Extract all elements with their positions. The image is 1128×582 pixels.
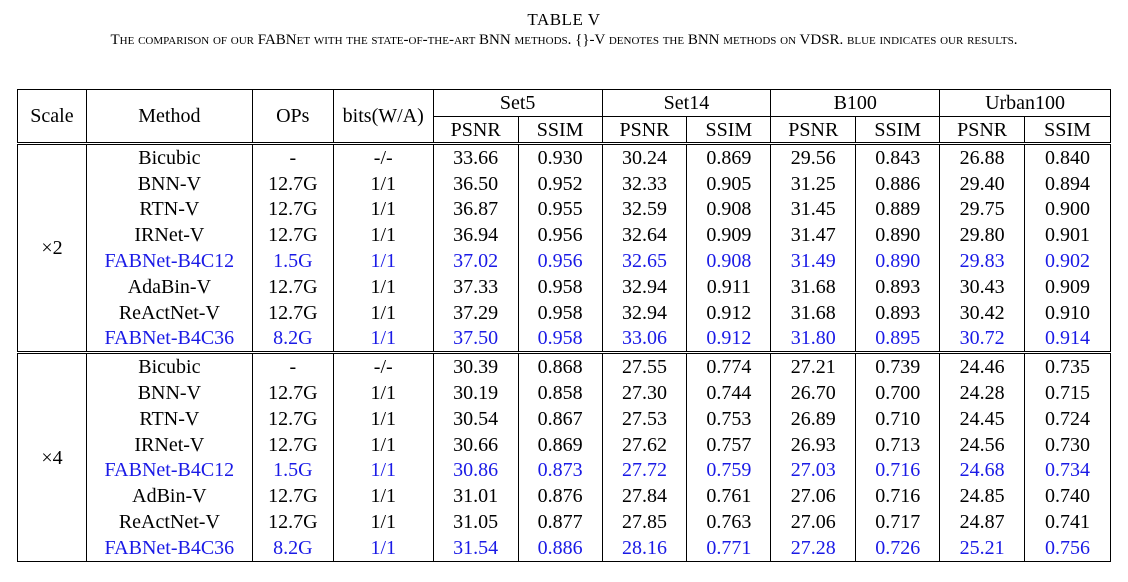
ops-cell: 12.7G — [252, 406, 333, 432]
psnr-cell: 31.25 — [771, 171, 856, 197]
method-cell: AdaBin-V — [86, 274, 252, 300]
psnr-cell: 30.39 — [433, 353, 518, 380]
psnr-cell: 24.56 — [940, 432, 1025, 458]
ssim-cell: 0.930 — [518, 144, 602, 171]
table-row — [18, 432, 1111, 458]
ops-cell: 12.7G — [252, 380, 333, 406]
ops-cell: 12.7G — [252, 222, 333, 248]
psnr-cell: 32.33 — [602, 171, 687, 197]
ops-cell: 12.7G — [252, 197, 333, 223]
ssim-cell: 0.710 — [856, 406, 940, 432]
psnr-cell: 29.75 — [940, 197, 1025, 223]
psnr-cell: 30.19 — [433, 380, 518, 406]
ssim-cell: 0.756 — [1025, 535, 1111, 561]
table-row — [18, 222, 1111, 248]
table-row — [18, 248, 1111, 274]
psnr-cell: 31.49 — [771, 248, 856, 274]
ssim-cell: 0.735 — [1025, 353, 1111, 380]
psnr-cell: 30.54 — [433, 406, 518, 432]
results-table — [17, 89, 1111, 562]
bits-cell: 1/1 — [333, 197, 433, 223]
psnr-cell: 27.21 — [771, 353, 856, 380]
bits-cell: 1/1 — [333, 458, 433, 484]
table-row — [18, 274, 1111, 300]
psnr-cell: 29.80 — [940, 222, 1025, 248]
ops-cell: 12.7G — [252, 171, 333, 197]
ops-cell: - — [252, 353, 333, 380]
psnr-cell: 37.02 — [433, 248, 518, 274]
ssim-cell: 0.952 — [518, 171, 602, 197]
psnr-cell: 24.85 — [940, 483, 1025, 509]
bits-cell: 1/1 — [333, 222, 433, 248]
method-cell: IRNet-V — [86, 432, 252, 458]
ssim-cell: 0.716 — [856, 483, 940, 509]
psnr-cell: 30.72 — [940, 326, 1025, 353]
ssim-cell: 0.868 — [518, 353, 602, 380]
col-metric: PSNR — [602, 117, 687, 144]
method-cell: FABNet-B4C12 — [86, 458, 252, 484]
psnr-cell: 24.28 — [940, 380, 1025, 406]
psnr-cell: 27.03 — [771, 458, 856, 484]
ssim-cell: 0.901 — [1025, 222, 1111, 248]
col-dataset: Urban100 — [940, 90, 1111, 117]
ssim-cell: 0.956 — [518, 222, 602, 248]
ssim-cell: 0.753 — [687, 406, 771, 432]
method-cell: FABNet-B4C36 — [86, 326, 252, 353]
table-row — [18, 300, 1111, 326]
psnr-cell: 33.06 — [602, 326, 687, 353]
bits-cell: 1/1 — [333, 248, 433, 274]
ssim-cell: 0.713 — [856, 432, 940, 458]
ssim-cell: 0.893 — [856, 300, 940, 326]
scale-cell: ×2 — [18, 144, 87, 353]
method-cell: AdBin-V — [86, 483, 252, 509]
bits-cell: 1/1 — [333, 535, 433, 561]
psnr-cell: 26.88 — [940, 144, 1025, 171]
ssim-cell: 0.955 — [518, 197, 602, 223]
method-cell: Bicubic — [86, 144, 252, 171]
psnr-cell: 31.54 — [433, 535, 518, 561]
psnr-cell: 29.40 — [940, 171, 1025, 197]
ssim-cell: 0.886 — [518, 535, 602, 561]
ssim-cell: 0.910 — [1025, 300, 1111, 326]
psnr-cell: 32.94 — [602, 274, 687, 300]
ssim-cell: 0.890 — [856, 222, 940, 248]
psnr-cell: 29.56 — [771, 144, 856, 171]
ops-cell: 12.7G — [252, 483, 333, 509]
ssim-cell: 0.744 — [687, 380, 771, 406]
ssim-cell: 0.730 — [1025, 432, 1111, 458]
table-row — [18, 406, 1111, 432]
psnr-cell: 27.55 — [602, 353, 687, 380]
bits-cell: 1/1 — [333, 432, 433, 458]
psnr-cell: 27.72 — [602, 458, 687, 484]
ssim-cell: 0.759 — [687, 458, 771, 484]
method-cell: FABNet-B4C36 — [86, 535, 252, 561]
method-cell: ReActNet-V — [86, 509, 252, 535]
psnr-cell: 31.45 — [771, 197, 856, 223]
ssim-cell: 0.958 — [518, 274, 602, 300]
method-cell: ReActNet-V — [86, 300, 252, 326]
col-dataset: Set14 — [602, 90, 771, 117]
method-cell: BNN-V — [86, 171, 252, 197]
psnr-cell: 30.66 — [433, 432, 518, 458]
psnr-cell: 26.70 — [771, 380, 856, 406]
psnr-cell: 27.28 — [771, 535, 856, 561]
col-metric: PSNR — [433, 117, 518, 144]
table-row — [18, 483, 1111, 509]
table-caption-text: The comparison of our FABNet with the state-of-the-art BNN methods. {}-V denotes the BNN methods on VDSR. blue indicates our results. — [110, 32, 1018, 48]
ssim-cell: 0.895 — [856, 326, 940, 353]
table-row — [18, 380, 1111, 406]
col-metric: SSIM — [856, 117, 940, 144]
psnr-cell: 27.62 — [602, 432, 687, 458]
ssim-cell: 0.889 — [856, 197, 940, 223]
table-label: TABLE V — [527, 10, 601, 29]
col-ops: OPs — [252, 90, 333, 144]
ops-cell: 8.2G — [252, 535, 333, 561]
ssim-cell: 0.717 — [856, 509, 940, 535]
ssim-cell: 0.958 — [518, 326, 602, 353]
ssim-cell: 0.900 — [1025, 197, 1111, 223]
psnr-cell: 36.50 — [433, 171, 518, 197]
psnr-cell: 31.47 — [771, 222, 856, 248]
table-row — [18, 144, 1111, 171]
psnr-cell: 33.66 — [433, 144, 518, 171]
ssim-cell: 0.909 — [687, 222, 771, 248]
psnr-cell: 32.64 — [602, 222, 687, 248]
ssim-cell: 0.908 — [687, 248, 771, 274]
table-header — [18, 90, 1111, 144]
psnr-cell: 30.42 — [940, 300, 1025, 326]
method-cell: BNN-V — [86, 380, 252, 406]
psnr-cell: 31.80 — [771, 326, 856, 353]
table-row — [18, 509, 1111, 535]
table-row — [18, 197, 1111, 223]
ssim-cell: 0.771 — [687, 535, 771, 561]
table-caption — [0, 10, 1128, 50]
ssim-cell: 0.761 — [687, 483, 771, 509]
bits-cell: 1/1 — [333, 483, 433, 509]
psnr-cell: 30.86 — [433, 458, 518, 484]
psnr-cell: 37.50 — [433, 326, 518, 353]
table-body — [18, 144, 1111, 562]
ssim-cell: 0.740 — [1025, 483, 1111, 509]
ssim-cell: 0.909 — [1025, 274, 1111, 300]
psnr-cell: 26.93 — [771, 432, 856, 458]
ssim-cell: 0.739 — [856, 353, 940, 380]
col-metric: SSIM — [1025, 117, 1111, 144]
ssim-cell: 0.912 — [687, 326, 771, 353]
ssim-cell: 0.867 — [518, 406, 602, 432]
ssim-cell: 0.894 — [1025, 171, 1111, 197]
table-row — [18, 458, 1111, 484]
psnr-cell: 36.94 — [433, 222, 518, 248]
ssim-cell: 0.893 — [856, 274, 940, 300]
method-cell: FABNet-B4C12 — [86, 248, 252, 274]
ops-cell: 8.2G — [252, 326, 333, 353]
bits-cell: -/- — [333, 353, 433, 380]
psnr-cell: 27.84 — [602, 483, 687, 509]
ssim-cell: 0.726 — [856, 535, 940, 561]
ssim-cell: 0.877 — [518, 509, 602, 535]
ops-cell: - — [252, 144, 333, 171]
psnr-cell: 31.01 — [433, 483, 518, 509]
col-bits: bits(W/A) — [333, 90, 433, 144]
ops-cell: 1.5G — [252, 248, 333, 274]
psnr-cell: 37.29 — [433, 300, 518, 326]
psnr-cell: 25.21 — [940, 535, 1025, 561]
psnr-cell: 27.85 — [602, 509, 687, 535]
ssim-cell: 0.912 — [687, 300, 771, 326]
ssim-cell: 0.774 — [687, 353, 771, 380]
ssim-cell: 0.905 — [687, 171, 771, 197]
ssim-cell: 0.869 — [687, 144, 771, 171]
ssim-cell: 0.902 — [1025, 248, 1111, 274]
method-cell: RTN-V — [86, 197, 252, 223]
ssim-cell: 0.911 — [687, 274, 771, 300]
method-cell: RTN-V — [86, 406, 252, 432]
ssim-cell: 0.873 — [518, 458, 602, 484]
ssim-cell: 0.734 — [1025, 458, 1111, 484]
psnr-cell: 24.46 — [940, 353, 1025, 380]
psnr-cell: 31.68 — [771, 300, 856, 326]
col-scale: Scale — [18, 90, 87, 144]
ssim-cell: 0.869 — [518, 432, 602, 458]
bits-cell: 1/1 — [333, 509, 433, 535]
ssim-cell: 0.716 — [856, 458, 940, 484]
psnr-cell: 32.65 — [602, 248, 687, 274]
ssim-cell: 0.757 — [687, 432, 771, 458]
psnr-cell: 27.53 — [602, 406, 687, 432]
col-method: Method — [86, 90, 252, 144]
ssim-cell: 0.914 — [1025, 326, 1111, 353]
psnr-cell: 27.30 — [602, 380, 687, 406]
ssim-cell: 0.763 — [687, 509, 771, 535]
ssim-cell: 0.843 — [856, 144, 940, 171]
ops-cell: 12.7G — [252, 509, 333, 535]
ssim-cell: 0.886 — [856, 171, 940, 197]
col-metric: PSNR — [940, 117, 1025, 144]
ops-cell: 12.7G — [252, 274, 333, 300]
psnr-cell: 24.45 — [940, 406, 1025, 432]
bits-cell: -/- — [333, 144, 433, 171]
psnr-cell: 26.89 — [771, 406, 856, 432]
table-row — [18, 353, 1111, 380]
ssim-cell: 0.700 — [856, 380, 940, 406]
ssim-cell: 0.876 — [518, 483, 602, 509]
ssim-cell: 0.908 — [687, 197, 771, 223]
ssim-cell: 0.724 — [1025, 406, 1111, 432]
psnr-cell: 30.24 — [602, 144, 687, 171]
bits-cell: 1/1 — [333, 274, 433, 300]
bits-cell: 1/1 — [333, 300, 433, 326]
psnr-cell: 30.43 — [940, 274, 1025, 300]
bits-cell: 1/1 — [333, 380, 433, 406]
col-metric: PSNR — [771, 117, 856, 144]
col-dataset: Set5 — [433, 90, 602, 117]
ops-cell: 1.5G — [252, 458, 333, 484]
ssim-cell: 0.858 — [518, 380, 602, 406]
ssim-cell: 0.956 — [518, 248, 602, 274]
psnr-cell: 36.87 — [433, 197, 518, 223]
col-dataset: B100 — [771, 90, 940, 117]
bits-cell: 1/1 — [333, 406, 433, 432]
psnr-cell: 24.68 — [940, 458, 1025, 484]
ssim-cell: 0.741 — [1025, 509, 1111, 535]
ssim-cell: 0.715 — [1025, 380, 1111, 406]
psnr-cell: 31.05 — [433, 509, 518, 535]
psnr-cell: 32.94 — [602, 300, 687, 326]
col-metric: SSIM — [518, 117, 602, 144]
table-row — [18, 535, 1111, 561]
psnr-cell: 29.83 — [940, 248, 1025, 274]
scale-cell: ×4 — [18, 353, 87, 561]
psnr-cell: 24.87 — [940, 509, 1025, 535]
psnr-cell: 27.06 — [771, 509, 856, 535]
ssim-cell: 0.958 — [518, 300, 602, 326]
table-row — [18, 171, 1111, 197]
ssim-cell: 0.890 — [856, 248, 940, 274]
ssim-cell: 0.840 — [1025, 144, 1111, 171]
ops-cell: 12.7G — [252, 300, 333, 326]
table-row — [18, 326, 1111, 353]
psnr-cell: 28.16 — [602, 535, 687, 561]
psnr-cell: 31.68 — [771, 274, 856, 300]
method-cell: Bicubic — [86, 353, 252, 380]
ops-cell: 12.7G — [252, 432, 333, 458]
bits-cell: 1/1 — [333, 326, 433, 353]
col-metric: SSIM — [687, 117, 771, 144]
bits-cell: 1/1 — [333, 171, 433, 197]
psnr-cell: 37.33 — [433, 274, 518, 300]
psnr-cell: 27.06 — [771, 483, 856, 509]
psnr-cell: 32.59 — [602, 197, 687, 223]
method-cell: IRNet-V — [86, 222, 252, 248]
